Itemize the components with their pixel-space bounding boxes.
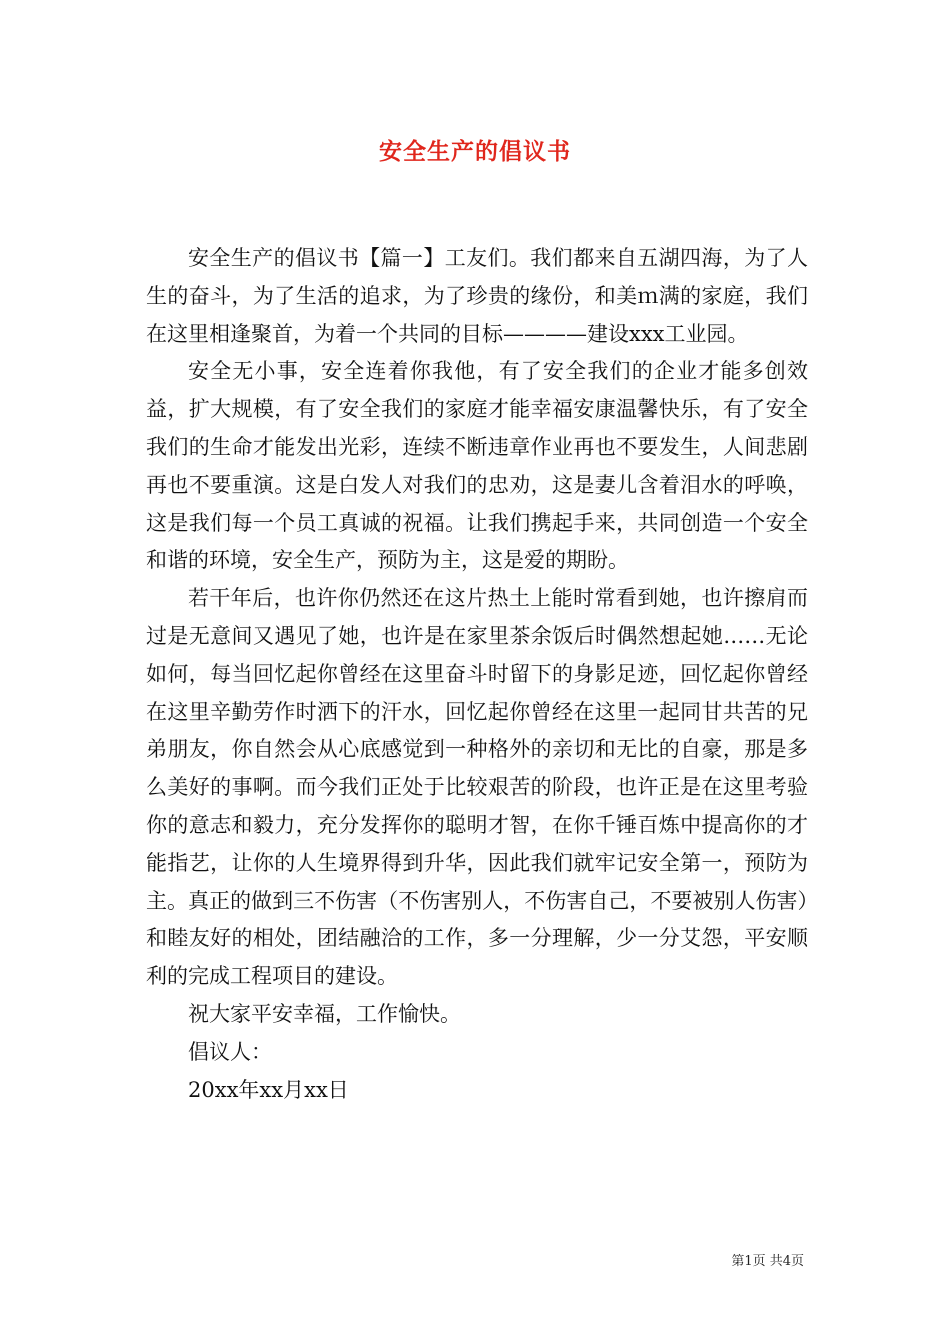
closing-initiator: 倡议人： xyxy=(188,1039,272,1064)
paragraph-3: 若干年后，也许你仍然还在这片热土上能时常看到她，也许擦肩而过是无意间又遇见了她，也许是在家里茶余饭后时偶然想起她……无论如何，每当回忆起你曾经在这里奋斗时留下的身影足迹，回忆起你曾经在这里辛勤劳作时洒下的汗水，回忆起你曾经在这里一起同甘共苦的兄弟朋友，你自然会从心底感觉到一种格外的亲切和无比的自豪，那是多么美好的事啊。而今我们正处于比较艰苦的阶段，也许正是在这里考验你的意志和毅力，充分发挥你的聪明才智，在你千锤百炼中提高你的才能指艺，让你的人生境界得到升华，因此我们就牢记安全第一，预防为主。真正的做到三不伤害（不伤害别人，不伤害自己，不要被别人伤害）和睦友好的相处，团结融洽的工作，多一分理解，少一分艾怨，平安顺利的完成工程项目的建设。 xyxy=(146,586,808,989)
paragraph-1: 安全生产的倡议书【篇一】工友们。我们都来自五湖四海，为了人生的奋斗，为了生活的追求，为了珍贵的缘份，和美ｍ满的家庭，我们在这里相逢聚首，为着一个共同的目标————建设xxx工业园。 xyxy=(146,246,808,346)
document-title: 安全生产的倡议书 xyxy=(379,138,571,165)
page-number-footer: 第1页 共4页 xyxy=(731,1254,804,1269)
document-body xyxy=(146,240,808,1109)
closing-date: 20xx年xx月xx日 xyxy=(188,1077,349,1102)
closing-wish: 祝大家平安幸福，工作愉快。 xyxy=(188,1001,461,1026)
paragraph-2: 安全无小事，安全连着你我他，有了安全我们的企业才能多创效益，扩大规模，有了安全我们的家庭才能幸福安康温馨快乐，有了安全我们的生命才能发出光彩，连续不断违章作业再也不要发生，人间悲剧再也不要重演。这是白发人对我们的忠劝，这是妻儿含着泪水的呼唤，这是我们每一个员工真诚的祝福。让我们携起手来，共同创造一个安全和谐的环境，安全生产，预防为主，这是爱的期盼。 xyxy=(146,359,808,573)
